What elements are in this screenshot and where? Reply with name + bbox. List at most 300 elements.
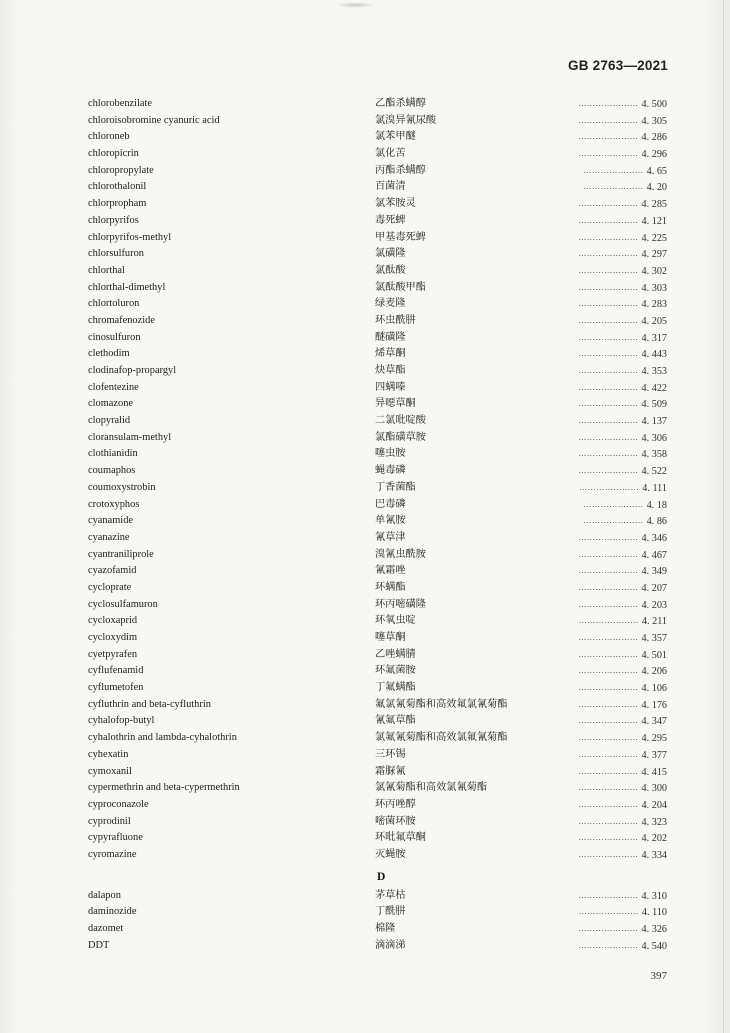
- english-name: chlorpropham: [88, 198, 147, 210]
- section-number: 4. 206: [641, 666, 667, 678]
- chinese-name: 单氰胺: [375, 515, 406, 527]
- section-number: 4. 106: [641, 683, 667, 695]
- section-reference: [578, 196, 667, 214]
- index-entry-row: [0, 730, 730, 747]
- section-number: 4. 305: [641, 115, 667, 127]
- english-name: clofentezine: [88, 381, 139, 393]
- dot-leader: …………………: [578, 265, 639, 275]
- section-number: 4. 306: [641, 432, 667, 444]
- index-entry-row: [0, 547, 730, 564]
- section-reference: [578, 730, 667, 748]
- chinese-name: 二氯吡啶酸: [375, 415, 426, 427]
- english-name: cypermethrin and beta-cypermethrin: [88, 782, 240, 794]
- dot-leader: …………………: [578, 399, 639, 409]
- section-reference: [578, 563, 667, 581]
- index-entry-row: [0, 530, 730, 547]
- english-name: cyanamide: [88, 515, 134, 527]
- index-entry-row: [0, 888, 730, 905]
- dot-leader: …………………: [578, 299, 639, 309]
- english-name: cyetpyrafen: [88, 648, 138, 660]
- english-name: cyazofamid: [88, 565, 137, 577]
- section-reference: [578, 814, 667, 832]
- chinese-name: 氯氟氰菊酯和高效氯氟氰菊酯: [375, 732, 508, 744]
- chinese-name: 三环锡: [375, 748, 406, 760]
- english-name: crotoxyphos: [88, 498, 140, 510]
- english-name: cyhalofop-butyl: [88, 715, 155, 727]
- section-reference: [578, 296, 667, 314]
- chinese-name: 氯氰菊酯和高效氯氰菊酯: [375, 782, 488, 794]
- index-entry-row: [0, 263, 730, 280]
- section-number: 4. 509: [641, 399, 667, 411]
- index-entry-row: [0, 446, 730, 463]
- english-name: clothianidin: [88, 448, 138, 460]
- section-number: 4. 334: [641, 849, 667, 861]
- section-number: 4. 500: [641, 99, 667, 110]
- section-letter-heading: [0, 866, 730, 888]
- chinese-name: 醚磺隆: [375, 331, 406, 343]
- chinese-name: 灭蝇胺: [375, 848, 406, 860]
- index-entry-row: [0, 363, 730, 380]
- section-number: 4. 203: [641, 599, 667, 611]
- section-number: 4. 347: [641, 716, 667, 728]
- chinese-name: 棉隆: [375, 923, 396, 934]
- index-entry-row: [0, 613, 730, 630]
- dot-leader: …………………: [578, 532, 639, 542]
- scan-artifact: [335, 2, 375, 8]
- section-reference: [578, 146, 667, 164]
- index-entry-row: [0, 196, 730, 213]
- section-number: 4. 295: [641, 733, 667, 745]
- chinese-name: 氰草津: [375, 531, 406, 543]
- chinese-name: 氯酞酸甲酯: [375, 281, 426, 293]
- dot-leader: …………………: [578, 232, 639, 242]
- dot-leader: …………………: [578, 582, 639, 592]
- index-entry-row: [0, 697, 730, 714]
- section-number: 4. 303: [641, 282, 667, 294]
- section-number: 4. 326: [641, 924, 667, 935]
- page-number: 397: [650, 970, 667, 982]
- section-reference: [578, 113, 667, 131]
- chinese-name: 氯酯磺草胺: [375, 431, 426, 443]
- chinese-name: 烯草酮: [375, 348, 406, 360]
- section-reference: [579, 480, 667, 498]
- english-name: cymoxanil: [88, 765, 132, 777]
- section-reference: [578, 413, 667, 431]
- index-entry-row: [0, 747, 730, 764]
- section-number: 4. 317: [641, 332, 667, 344]
- index-entry-row: [0, 413, 730, 430]
- section-number: 4. 65: [646, 165, 667, 177]
- chinese-name: 氯苯胺灵: [375, 198, 416, 210]
- index-entry-row: [0, 647, 730, 664]
- index-entry-row: [0, 938, 730, 955]
- section-reference: [578, 463, 667, 481]
- chinese-name: 氯磺隆: [375, 248, 406, 260]
- dot-leader: …………………: [583, 516, 644, 526]
- dot-leader: …………………: [578, 816, 639, 826]
- section-reference: [578, 96, 667, 114]
- dot-leader: …………………: [578, 799, 639, 809]
- section-reference: [578, 230, 667, 248]
- index-entry-row: [0, 380, 730, 397]
- section-reference: [579, 904, 667, 922]
- index-entry-row: [0, 904, 730, 921]
- dot-leader: …………………: [578, 249, 639, 259]
- chinese-name: 丙酯杀螨醇: [375, 164, 426, 176]
- english-name: daminozide: [88, 906, 137, 918]
- dot-leader: …………………: [583, 182, 644, 192]
- english-name: cyhalothrin and lambda-cyhalothrin: [88, 732, 237, 744]
- dot-leader: …………………: [578, 599, 639, 609]
- chinese-name: 毒死蜱: [375, 214, 406, 226]
- dot-leader: …………………: [578, 649, 639, 659]
- section-reference: [578, 330, 667, 348]
- dot-leader: …………………: [578, 783, 639, 793]
- section-reference: [578, 263, 667, 281]
- section-reference: [578, 647, 667, 665]
- section-number: 4. 225: [641, 232, 667, 244]
- dot-leader: …………………: [578, 115, 639, 125]
- english-name: coumoxystrobin: [88, 481, 156, 493]
- chinese-name: 滴滴涕: [375, 939, 406, 951]
- index-entry-row: [0, 230, 730, 247]
- dot-leader: …………………: [578, 683, 639, 693]
- chinese-name: 噻虫胺: [375, 448, 406, 460]
- dot-leader: …………………: [578, 332, 639, 342]
- index-entry-row: [0, 430, 730, 447]
- chinese-name: 乙酯杀螨醇: [375, 98, 426, 109]
- english-name: clethodim: [88, 348, 130, 360]
- section-reference: [578, 380, 667, 398]
- section-reference: [578, 764, 667, 782]
- index-entry-row: [0, 146, 730, 163]
- section-reference: [578, 246, 667, 264]
- section-number: 4. 176: [641, 699, 667, 711]
- index-entry-row: [0, 163, 730, 180]
- index-entry-row: [0, 463, 730, 480]
- english-name: clodinafop-propargyl: [88, 365, 177, 376]
- english-name: chloroisobromine cyanuric acid: [88, 114, 220, 126]
- english-name: chlorpyrifos-methyl: [88, 231, 172, 243]
- section-number: 4. 540: [641, 940, 667, 952]
- english-name: cyanazine: [88, 531, 130, 543]
- section-number: 4. 202: [641, 833, 667, 845]
- index-entry-row: [0, 129, 730, 146]
- dot-leader: …………………: [578, 749, 639, 759]
- index-entry-row: [0, 580, 730, 597]
- index-entry-row: [0, 630, 730, 647]
- section-reference: [578, 280, 667, 298]
- chinese-name: 茅草枯: [375, 889, 406, 901]
- dot-leader: …………………: [578, 699, 639, 709]
- index-entry-row: [0, 814, 730, 831]
- chinese-name: 氯溴异氰尿酸: [375, 114, 437, 126]
- english-name: coumaphos: [88, 465, 136, 477]
- index-entry-row: [0, 663, 730, 680]
- english-name: cinosulfuron: [88, 331, 141, 343]
- chinese-name: 氯化苦: [375, 148, 406, 160]
- section-reference: [583, 163, 667, 181]
- index-entry-row: [0, 113, 730, 130]
- chinese-name: 氰氟草酯: [375, 715, 416, 727]
- section-number: 4. 286: [641, 132, 667, 144]
- section-number: 4. 110: [641, 907, 667, 919]
- section-number: 4. 285: [641, 199, 667, 211]
- section-number: 4. 346: [641, 532, 667, 544]
- section-reference: [578, 630, 667, 648]
- dot-leader: …………………: [578, 633, 639, 642]
- english-name: cyclosulfamuron: [88, 598, 158, 610]
- section-number: 4. 137: [641, 416, 667, 428]
- section-number: 4. 121: [641, 215, 667, 227]
- section-number: 4. 415: [641, 766, 667, 778]
- index-entry-row: [0, 296, 730, 313]
- section-reference: [578, 938, 667, 956]
- section-reference: [578, 446, 667, 464]
- standard-code: GB 2763—2021: [568, 58, 668, 73]
- chinese-name: 环虫酰肼: [375, 314, 416, 326]
- english-name: dalapon: [88, 889, 121, 901]
- section-reference: [583, 179, 667, 197]
- dot-leader: …………………: [578, 282, 639, 292]
- section-reference: [578, 797, 667, 815]
- section-number: 4. 296: [641, 149, 667, 161]
- section-number: 4. 357: [641, 633, 667, 644]
- section-number: 4. 204: [641, 799, 667, 811]
- english-name: chlorothalonil: [88, 181, 147, 193]
- section-number: 4. 443: [641, 349, 667, 361]
- section-number: 4. 300: [641, 783, 667, 795]
- section-reference: [578, 313, 667, 331]
- chinese-name: 环丙嘧磺隆: [375, 598, 426, 610]
- section-number: 4. 349: [641, 566, 667, 578]
- chinese-name: 环丙唑醇: [375, 798, 416, 810]
- english-name: chromafenozide: [88, 314, 155, 326]
- index-entry-row: [0, 246, 730, 263]
- english-name: chlorthal-dimethyl: [88, 281, 166, 293]
- index-entry-row: [0, 213, 730, 230]
- section-number: 4. 310: [641, 890, 667, 902]
- english-name: chloropropylate: [88, 164, 154, 176]
- english-name: chloroneb: [88, 131, 130, 143]
- english-name: cyflufenamid: [88, 665, 144, 677]
- english-name: chlorthal: [88, 264, 125, 276]
- section-reference: [583, 497, 667, 515]
- index-entry-row: [0, 597, 730, 614]
- english-name: chlorsulfuron: [88, 248, 144, 260]
- english-name: cyflumetofen: [88, 682, 144, 694]
- english-name: cyromazine: [88, 848, 137, 860]
- section-number: 4. 323: [641, 816, 667, 828]
- index-entry-row: [0, 330, 730, 347]
- dot-leader: …………………: [578, 432, 639, 442]
- dot-leader: …………………: [578, 733, 639, 743]
- english-name: cycloxaprid: [88, 615, 138, 627]
- section-reference: [578, 888, 667, 906]
- dot-leader: …………………: [578, 449, 639, 459]
- section-reference: [578, 213, 667, 231]
- english-name: cyfluthrin and beta-cyfluthrin: [88, 698, 211, 710]
- dot-leader: …………………: [578, 890, 639, 900]
- dot-leader: …………………: [578, 924, 639, 933]
- dot-leader: …………………: [578, 833, 639, 843]
- index-entry-row: [0, 830, 730, 847]
- dot-leader: …………………: [578, 466, 639, 476]
- dot-leader: …………………: [578, 549, 639, 559]
- chinese-name: 噻草酮: [375, 632, 406, 643]
- chinese-name: 环氧虫啶: [375, 615, 416, 627]
- chinese-name: 百菌清: [375, 181, 406, 193]
- section-reference: [579, 613, 667, 631]
- dot-leader: …………………: [578, 566, 639, 576]
- section-reference: [578, 921, 667, 939]
- dot-leader: …………………: [578, 666, 639, 676]
- index-entry-row: [0, 280, 730, 297]
- index-entry-row: [0, 713, 730, 730]
- section-letter: D: [377, 870, 386, 883]
- section-reference: [578, 547, 667, 565]
- english-name: DDT: [88, 939, 110, 951]
- section-number: 4. 297: [641, 249, 667, 261]
- section-reference: [578, 580, 667, 598]
- dot-leader: …………………: [578, 366, 639, 375]
- chinese-name: 嘧菌环胺: [375, 815, 416, 827]
- english-name: chlortoluron: [88, 298, 140, 310]
- chinese-name: 巴毒磷: [375, 498, 406, 510]
- dot-leader: …………………: [578, 99, 639, 108]
- english-name: chloropicrin: [88, 148, 139, 160]
- section-number: 4. 353: [641, 366, 667, 377]
- dot-leader: …………………: [578, 149, 639, 159]
- english-name: cloransulam-methyl: [88, 431, 172, 443]
- index-entries: [0, 96, 730, 954]
- section-number: 4. 422: [641, 382, 667, 394]
- dot-leader: …………………: [578, 349, 639, 359]
- index-entry-row: [0, 96, 730, 113]
- section-number: 4. 522: [641, 466, 667, 478]
- english-name: cycloprate: [88, 581, 132, 593]
- section-number: 4. 467: [641, 549, 667, 561]
- section-reference: [578, 129, 667, 147]
- chinese-name: 乙唑螨腈: [375, 648, 416, 660]
- section-reference: [578, 530, 667, 548]
- section-reference: [578, 847, 667, 865]
- chinese-name: 环吡氟草酮: [375, 832, 426, 844]
- index-entry-row: [0, 921, 730, 938]
- english-name: cyprodinil: [88, 815, 131, 827]
- index-entry-row: [0, 497, 730, 514]
- chinese-name: 丁酰肼: [375, 906, 406, 918]
- chinese-name: 甲基毒死蜱: [375, 231, 426, 243]
- section-reference: [578, 780, 667, 798]
- dot-leader: …………………: [578, 215, 639, 225]
- chinese-name: 异噁草酮: [375, 398, 416, 410]
- english-name: cyproconazole: [88, 798, 149, 810]
- chinese-name: 环螨酯: [375, 581, 406, 593]
- section-reference: [578, 346, 667, 364]
- section-reference: [578, 396, 667, 414]
- index-entry-row: [0, 396, 730, 413]
- chinese-name: 环氟菌胺: [375, 665, 416, 677]
- section-number: 4. 86: [646, 516, 667, 528]
- dot-leader: …………………: [578, 416, 639, 426]
- section-reference: [578, 747, 667, 765]
- section-number: 4. 207: [641, 582, 667, 594]
- english-name: cyantraniliprole: [88, 548, 154, 560]
- dot-leader: …………………: [578, 132, 639, 142]
- dot-leader: …………………: [578, 382, 639, 392]
- section-reference: [578, 830, 667, 848]
- chinese-name: 氯酞酸: [375, 264, 406, 276]
- section-number: 4. 501: [641, 649, 667, 661]
- dot-leader: …………………: [583, 165, 644, 175]
- dot-leader: …………………: [578, 907, 639, 917]
- chinese-name: 四螨嗪: [375, 381, 406, 393]
- index-entry-row: [0, 313, 730, 330]
- english-name: dazomet: [88, 923, 124, 934]
- english-name: clopyralid: [88, 415, 131, 427]
- english-name: chlorpyrifos: [88, 214, 139, 226]
- chinese-name: 氟氯氰菊酯和高效氟氯氰菊酯: [375, 698, 508, 710]
- index-entry-row: [0, 346, 730, 363]
- index-entry-row: [0, 480, 730, 497]
- index-entry-row: [0, 797, 730, 814]
- english-name: chlorobenzilate: [88, 98, 153, 109]
- chinese-name: 蝇毒磷: [375, 465, 406, 477]
- chinese-name: 丁香菌酯: [375, 481, 416, 493]
- index-entry-row: [0, 680, 730, 697]
- section-number: 4. 20: [646, 182, 667, 194]
- index-entry-row: [0, 764, 730, 781]
- english-name: clomazone: [88, 398, 134, 410]
- english-name: cypyrafluone: [88, 832, 143, 844]
- section-number: 4. 18: [646, 499, 667, 511]
- index-entry-row: [0, 847, 730, 864]
- dot-leader: …………………: [578, 716, 639, 726]
- section-number: 4. 358: [641, 449, 667, 461]
- section-number: 4. 302: [641, 265, 667, 277]
- section-reference: [578, 697, 667, 715]
- chinese-name: 氯苯甲醚: [375, 131, 416, 143]
- section-number: 4. 211: [641, 616, 667, 628]
- dot-leader: …………………: [578, 616, 639, 626]
- section-reference: [578, 713, 667, 731]
- section-reference: [578, 663, 667, 681]
- index-entry-row: [0, 513, 730, 530]
- section-reference: [578, 430, 667, 448]
- english-name: cycloxydim: [88, 632, 138, 643]
- dot-leader: …………………: [578, 199, 639, 209]
- section-number: 4. 205: [641, 315, 667, 327]
- dot-leader: …………………: [578, 315, 639, 325]
- dot-leader: …………………: [578, 940, 639, 950]
- chinese-name: 溴氰虫酰胺: [375, 548, 426, 560]
- index-entry-row: [0, 563, 730, 580]
- section-number: 4. 283: [641, 299, 667, 311]
- index-entry-row: [0, 780, 730, 797]
- section-reference: [578, 680, 667, 698]
- chinese-name: 氰霜唑: [375, 565, 406, 577]
- chinese-name: 丁氟螨酯: [375, 682, 416, 694]
- dot-leader: …………………: [583, 499, 644, 509]
- chinese-name: 绿麦隆: [375, 298, 406, 310]
- section-number: 4. 111: [642, 482, 667, 494]
- dot-leader: …………………: [579, 482, 640, 492]
- dot-leader: …………………: [578, 766, 639, 776]
- english-name: cyhexatin: [88, 748, 129, 760]
- section-reference: [578, 597, 667, 615]
- index-entry-row: [0, 179, 730, 196]
